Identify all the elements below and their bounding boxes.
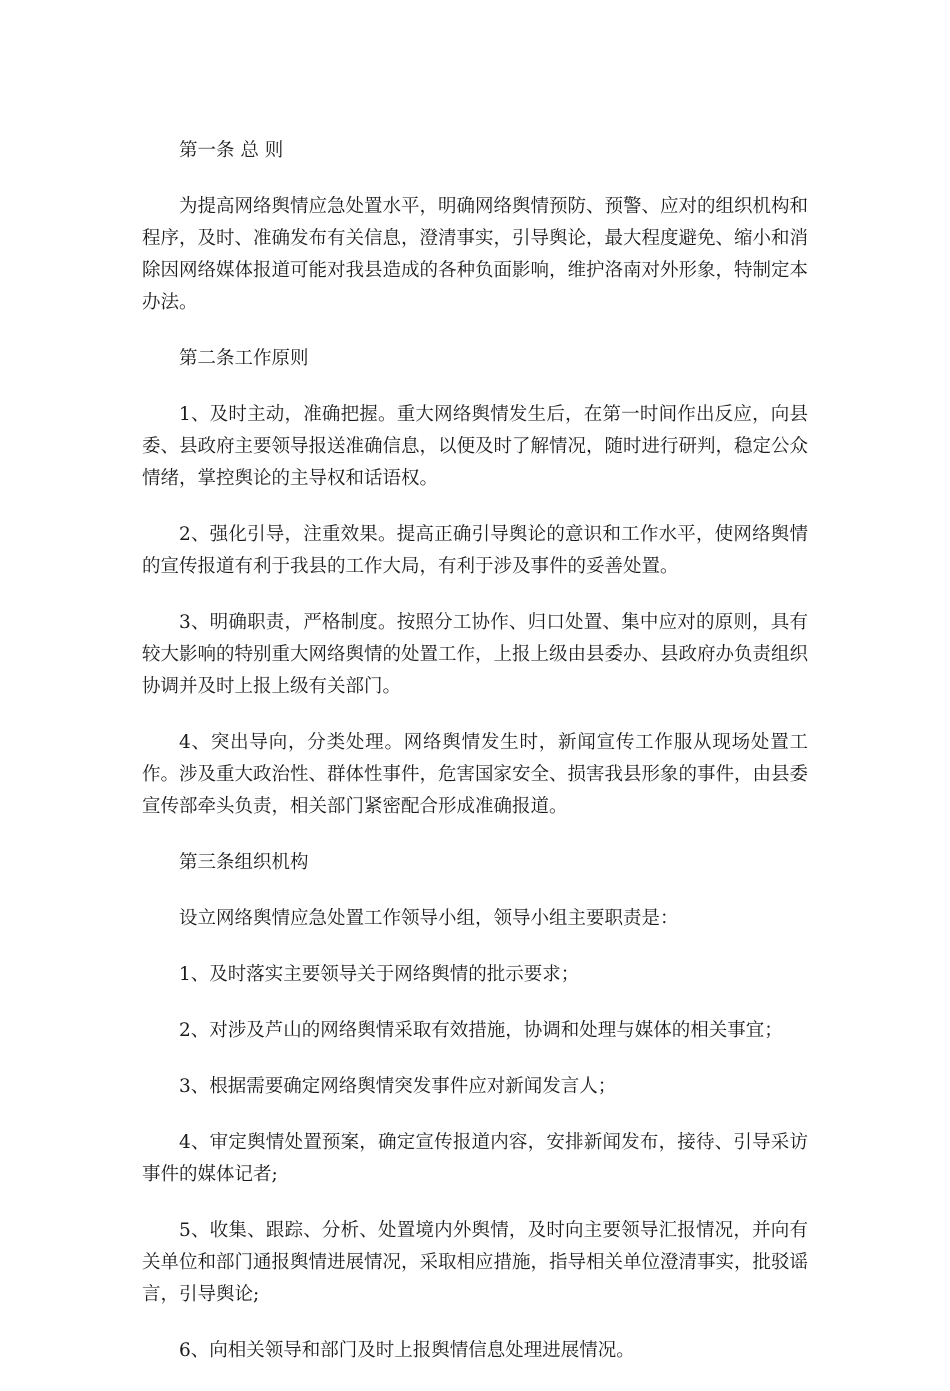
principle-2-paragraph: 2、强化引导，注重效果。提高正确引导舆论的意识和工作水平，使网络舆情的宣传报道有利于我县的工作大局，有利于涉及事件的妥善处置。: [142, 524, 808, 577]
article-2-heading: 第二条工作原则: [179, 348, 309, 369]
duty-4-paragraph: 4、审定舆情处置预案，确定宣传报道内容，安排新闻发布，接待、引导采访事件的媒体记者;: [142, 1132, 808, 1185]
duty-2-paragraph: 2、对涉及芦山的网络舆情采取有效措施，协调和处理与媒体的相关事宜；: [179, 1020, 783, 1041]
document-body: [142, 135, 808, 1391]
duty-3-paragraph: 3、根据需要确定网络舆情突发事件应对新闻发言人；: [179, 1076, 617, 1097]
duty-6-paragraph: 6、向相关领导和部门及时上报舆情信息处理进展情况。: [179, 1340, 635, 1361]
principle-3-paragraph: 3、明确职责，严格制度。按照分工协作、归口处置、集中应对的原则，具有较大影响的特别重大网络舆情的处置工作，上报上级由县委办、县政府办负责组织协调并及时上报上级有关部门。: [142, 612, 809, 697]
organization-intro-paragraph: 设立网络舆情应急处置工作领导小组，领导小组主要职责是：: [179, 908, 679, 929]
article-3-heading: 第三条组织机构: [179, 852, 309, 873]
principle-1-paragraph: 1、及时主动，准确把握。重大网络舆情发生后，在第一时间作出反应，向县委、县政府主要领导报送准确信息，以便及时了解情况，随时进行研判，稳定公众情绪，掌控舆论的主导权和话语权。: [142, 404, 809, 489]
article-1-purpose-paragraph: 为提高网络舆情应急处置水平，明确网络舆情预防、预警、应对的组织机构和程序，及时、准确发布有关信息，澄清事实，引导舆论，最大程度避免、缩小和消除因网络媒体报道可能对我县造成的各种负面影响，维护洛南对外形象，特制定本办法。: [142, 196, 809, 313]
article-1-heading: 第一条 总 则: [179, 140, 284, 161]
principle-4-paragraph: 4、突出导向，分类处理。网络舆情发生时，新闻宣传工作服从现场处置工作。涉及重大政治性、群体性事件，危害国家安全、损害我县形象的事件，由县委宣传部牵头负责，相关部门紧密配合形成准确报道。: [142, 732, 809, 817]
duty-1-paragraph: 1、及时落实主要领导关于网络舆情的批示要求；: [179, 964, 580, 985]
duty-5-paragraph: 5、收集、跟踪、分析、处置境内外舆情，及时向主要领导汇报情况，并向有关单位和部门通报舆情进展情况，采取相应措施，指导相关单位澄清事实，批驳谣言，引导舆论;: [142, 1220, 809, 1305]
